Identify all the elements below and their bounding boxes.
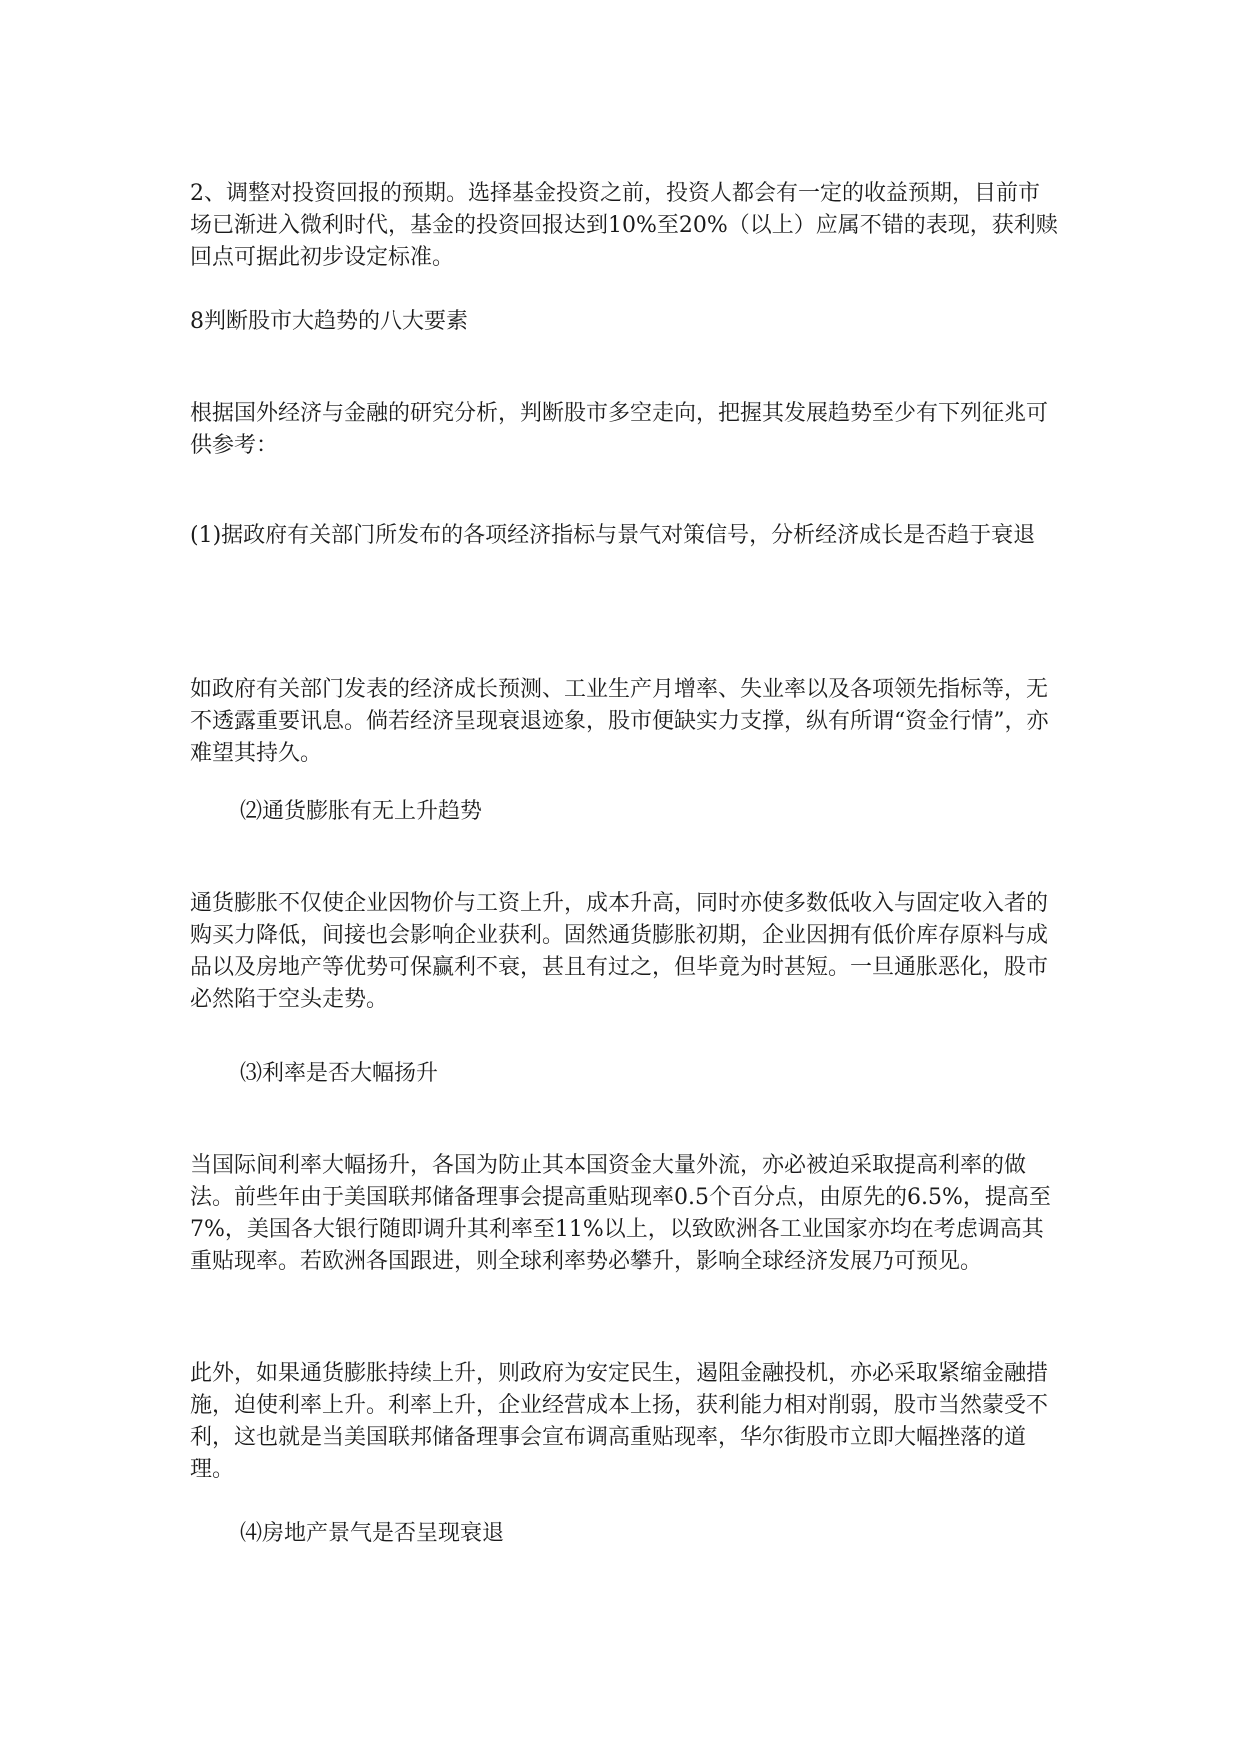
heading-factor-2: ⑵通货膨胀有无上升趋势 (240, 799, 483, 824)
paragraph-intro: 根据国外经济与金融的研究分析，判断股市多空走向，把握其发展趋势至少有下列征兆可供参考： (190, 401, 1049, 458)
paragraph-factor-3: 当国际间利率大幅扬升，各国为防止其本国资金大量外流，亦必被迫采取提高利率的做法。前些年由于美国联邦储备理事会提高重贴现率0.5个百分点，由原先的6.5%，提高至7%，美国各大银行随即调升其利率至11%以上，以致欧洲各工业国家亦均在考虑调高其重贴现率。若欧洲各国跟进，则全球利率势必攀升，影响全球经济发展乃可预见。 (190, 1153, 1051, 1274)
paragraph-investment-return: 2、调整对投资回报的预期。选择基金投资之前，投资人都会有一定的收益预期，目前市场已渐进入微利时代，基金的投资回报达到10%至20%（以上）应属不错的表现，获利赎回点可据此初步设定标准。 (190, 181, 1058, 270)
paragraph-factor-3-continued: 此外，如果通货膨胀持续上升，则政府为安定民生，遏阻金融投机，亦必采取紧缩金融措施，迫使利率上升。利率上升，企业经营成本上扬，获利能力相对削弱，股市当然蒙受不利，这也就是当美国联邦储备理事会宣布调高重贴现率，华尔街股市立即大幅挫落的道理。 (190, 1361, 1049, 1482)
paragraph-factor-2: 通货膨胀不仅使企业因物价与工资上升，成本升高，同时亦使多数低收入与固定收入者的购买力降低，间接也会影响企业获利。固然通货膨胀初期，企业因拥有低价库存原料与成品以及房地产等优势可保赢利不衰，甚且有过之，但毕竟为时甚短。一旦通胀恶化，股市必然陷于空头走势。 (190, 891, 1049, 1012)
heading-factor-1: (1)据政府有关部门所发布的各项经济指标与景气对策信号，分析经济成长是否趋于衰退 (190, 523, 1036, 548)
heading-factor-4: ⑷房地产景气是否呈现衰退 (240, 1521, 505, 1546)
heading-eight-factors: 8判断股市大趋势的八大要素 (190, 309, 468, 334)
heading-factor-3: ⑶利率是否大幅扬升 (240, 1061, 439, 1086)
paragraph-factor-1: 如政府有关部门发表的经济成长预测、工业生产月增率、失业率以及各项领先指标等，无不透露重要讯息。倘若经济呈现衰退迹象，股市便缺实力支撑，纵有所谓“资金行情”，亦难望其持久。 (190, 677, 1049, 766)
